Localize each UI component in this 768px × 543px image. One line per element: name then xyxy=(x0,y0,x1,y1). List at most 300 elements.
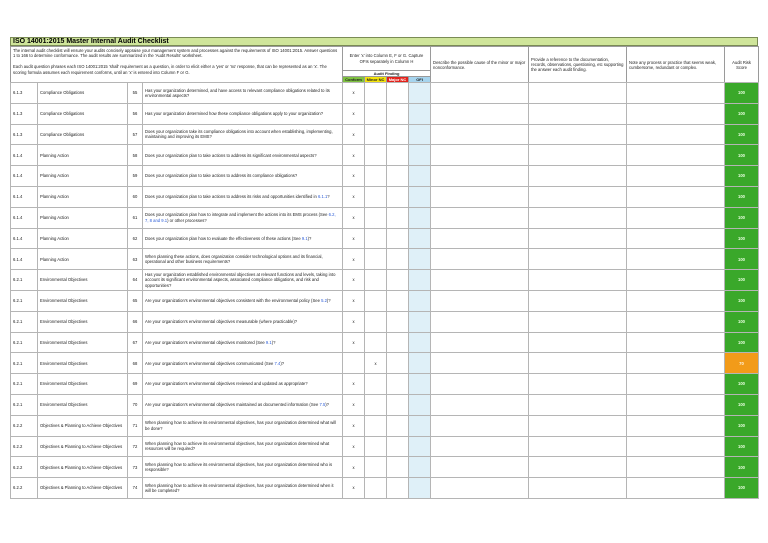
conform-cell[interactable]: x xyxy=(343,311,365,332)
question-cell xyxy=(143,249,343,270)
question-cell xyxy=(143,124,343,145)
question-cell xyxy=(143,228,343,249)
risk-score-cell: 100 xyxy=(725,186,759,207)
conform-cell[interactable]: x xyxy=(343,290,365,311)
redundant-cell[interactable] xyxy=(627,394,725,415)
evidence-cell[interactable] xyxy=(529,207,627,228)
clause-reference-link[interactable]: 6.1.1 xyxy=(317,194,328,200)
evidence-cell[interactable] xyxy=(529,353,627,374)
conform-cell[interactable]: x xyxy=(343,332,365,353)
table-row xyxy=(11,478,759,499)
ofi-cell[interactable] xyxy=(409,332,431,353)
minor-nc-cell[interactable] xyxy=(365,145,387,166)
ofi-cell[interactable] xyxy=(409,457,431,478)
question-number-cell: 68 xyxy=(128,353,143,374)
conform-cell[interactable]: x xyxy=(343,145,365,166)
question-number-cell: 70 xyxy=(128,394,143,415)
redundant-cell[interactable] xyxy=(627,374,725,395)
cause-cell[interactable] xyxy=(431,332,529,353)
clause-reference-link[interactable]: 7.4 xyxy=(274,360,281,366)
risk-score-header: Audit Risk Score xyxy=(725,47,759,83)
clause-cell: 6.2.1 xyxy=(11,374,38,395)
question-text: Are your organization's environmental objectives consistent with the environmental policy (See xyxy=(145,298,320,304)
topic-cell: Environmental Objectives xyxy=(38,290,128,311)
clause-cell: 6.1.4 xyxy=(11,207,38,228)
ofi-cell[interactable] xyxy=(409,228,431,249)
question-cell xyxy=(143,145,343,166)
clause-cell: 6.1.3 xyxy=(11,124,38,145)
major-nc-cell[interactable] xyxy=(387,394,409,415)
major-nc-cell[interactable] xyxy=(387,83,409,104)
conform-cell[interactable]: x xyxy=(343,415,365,436)
major-nc-cell[interactable] xyxy=(387,228,409,249)
risk-score-cell: 100 xyxy=(725,145,759,166)
conform-cell[interactable]: x xyxy=(343,186,365,207)
conform-cell[interactable]: x xyxy=(343,207,365,228)
risk-score-cell: 70 xyxy=(725,353,759,374)
clause-cell: 6.2.1 xyxy=(11,290,38,311)
cause-cell[interactable] xyxy=(431,249,529,270)
risk-score-cell: 100 xyxy=(725,311,759,332)
topic-cell: Environmental Objectives xyxy=(38,270,128,291)
question-text: When planning how to achieve its environmental objectives, has your organization determined when it will be completed? xyxy=(145,482,334,494)
table-row xyxy=(11,374,759,395)
evidence-cell[interactable] xyxy=(529,374,627,395)
evidence-cell[interactable] xyxy=(529,166,627,187)
clause-reference-link[interactable]: 9.1 xyxy=(301,235,308,241)
ofi-cell[interactable] xyxy=(409,311,431,332)
cause-cell[interactable] xyxy=(431,124,529,145)
minor-nc-cell[interactable] xyxy=(365,83,387,104)
topic-cell: Planning Action xyxy=(38,207,128,228)
question-text: Does your organization plan to take actions to address its compliance obligations? xyxy=(145,173,298,179)
topic-cell: Environmental Objectives xyxy=(38,311,128,332)
topic-cell: Planning Action xyxy=(38,228,128,249)
minor-nc-cell[interactable] xyxy=(365,478,387,499)
evidence-cell[interactable] xyxy=(529,394,627,415)
cause-cell[interactable] xyxy=(431,228,529,249)
question-cell xyxy=(143,374,343,395)
ofi-cell[interactable] xyxy=(409,478,431,499)
page-title: ISO 14001:2015 Master Internal Audit Checklist xyxy=(10,37,758,46)
question-cell xyxy=(143,290,343,311)
ofi-cell[interactable] xyxy=(409,83,431,104)
question-number-cell: 58 xyxy=(128,145,143,166)
question-number-cell: 72 xyxy=(128,436,143,457)
ofi-cell[interactable] xyxy=(409,415,431,436)
risk-score-cell: 100 xyxy=(725,290,759,311)
evidence-cell[interactable] xyxy=(529,478,627,499)
minor-nc-cell[interactable] xyxy=(365,332,387,353)
ofi-header: OFI xyxy=(409,77,431,83)
conform-cell[interactable]: x xyxy=(343,394,365,415)
conform-cell[interactable]: x xyxy=(343,374,365,395)
evidence-cell[interactable] xyxy=(529,415,627,436)
question-text: Does your organization plan to take actions to address its risks and opportunities identified in xyxy=(145,194,317,200)
cause-cell[interactable] xyxy=(431,311,529,332)
question-number-cell: 57 xyxy=(128,124,143,145)
cause-cell[interactable] xyxy=(431,207,529,228)
risk-score-cell: 100 xyxy=(725,83,759,104)
major-nc-cell[interactable] xyxy=(387,145,409,166)
cause-cell[interactable] xyxy=(431,478,529,499)
evidence-cell[interactable] xyxy=(529,83,627,104)
question-cell xyxy=(143,103,343,124)
topic-cell: Environmental Objectives xyxy=(38,394,128,415)
clause-cell: 6.2.2 xyxy=(11,478,38,499)
question-text: Does your organization plan to take actions to address its significant environmental aspects? xyxy=(145,152,317,158)
clause-cell: 6.2.1 xyxy=(11,394,38,415)
major-nc-cell[interactable] xyxy=(387,270,409,291)
question-text: Does your organization take its compliance obligations into account when establishing, implementing, maintaining and improving its EMS? xyxy=(145,129,333,140)
major-nc-cell[interactable] xyxy=(387,478,409,499)
risk-score-cell: 100 xyxy=(725,207,759,228)
risk-score-cell: 100 xyxy=(725,249,759,270)
risk-score-cell: 100 xyxy=(725,124,759,145)
clause-cell: 6.1.4 xyxy=(11,249,38,270)
question-cell xyxy=(143,166,343,187)
risk-score-cell: 100 xyxy=(725,166,759,187)
minor-nc-cell[interactable] xyxy=(365,103,387,124)
major-nc-header: Major NC xyxy=(387,77,409,83)
question-text-end: )? xyxy=(325,402,330,408)
conform-cell[interactable]: x xyxy=(343,228,365,249)
minor-nc-cell[interactable]: x xyxy=(365,353,387,374)
topic-cell: Environmental Objectives xyxy=(38,374,128,395)
question-text: Has your organization established environmental objectives at relevant functions and levels, taking into account its significant environmental aspects, associated compliance obligations, and risk and opportunities? xyxy=(145,272,336,288)
conform-cell[interactable]: x xyxy=(343,478,365,499)
topic-cell: Compliance Obligations xyxy=(38,83,128,104)
minor-nc-header: Minor NC xyxy=(365,77,387,83)
clause-reference-link[interactable]: 9.1 xyxy=(265,339,272,345)
evidence-header: Provide a reference to the documentation, records, observations, questioning, etc supporting the answer each audit finding. xyxy=(529,47,627,83)
conform-cell[interactable]: x xyxy=(343,457,365,478)
table-row xyxy=(11,103,759,124)
minor-nc-cell[interactable] xyxy=(365,249,387,270)
redundant-cell[interactable] xyxy=(627,228,725,249)
conform-cell[interactable]: x xyxy=(343,124,365,145)
minor-nc-cell[interactable] xyxy=(365,436,387,457)
clause-cell: 6.1.4 xyxy=(11,145,38,166)
evidence-cell[interactable] xyxy=(529,436,627,457)
redundant-cell[interactable] xyxy=(627,186,725,207)
topic-cell: Compliance Obligations xyxy=(38,124,128,145)
cause-cell[interactable] xyxy=(431,457,529,478)
question-text-end: )? xyxy=(307,235,312,241)
evidence-cell[interactable] xyxy=(529,332,627,353)
clause-cell: 6.1.4 xyxy=(11,186,38,207)
risk-score-cell: 100 xyxy=(725,457,759,478)
conform-header: Conform xyxy=(343,77,365,83)
table-row xyxy=(11,145,759,166)
clause-cell: 6.2.2 xyxy=(11,415,38,436)
clause-cell: 6.2.2 xyxy=(11,436,38,457)
redundant-cell[interactable] xyxy=(627,249,725,270)
question-number-cell: 65 xyxy=(128,290,143,311)
major-nc-cell[interactable] xyxy=(387,457,409,478)
conform-cell[interactable]: x xyxy=(343,270,365,291)
risk-score-cell: 100 xyxy=(725,374,759,395)
redundant-cell[interactable] xyxy=(627,207,725,228)
question-number-cell: 74 xyxy=(128,478,143,499)
major-nc-cell[interactable] xyxy=(387,249,409,270)
topic-cell: Objectives & Planning to Achieve Objectives xyxy=(38,436,128,457)
redundant-cell[interactable] xyxy=(627,457,725,478)
redundant-header: Note any process or practice that seems weak, cumbersome, redundant or complex. xyxy=(627,47,725,83)
cause-cell[interactable] xyxy=(431,186,529,207)
minor-nc-cell[interactable] xyxy=(365,207,387,228)
table-row xyxy=(11,83,759,104)
clause-cell: 6.1.4 xyxy=(11,228,38,249)
minor-nc-cell[interactable] xyxy=(365,311,387,332)
clause-cell: 6.2.1 xyxy=(11,270,38,291)
cause-cell[interactable] xyxy=(431,436,529,457)
conform-cell[interactable]: x xyxy=(343,103,365,124)
ofi-cell[interactable] xyxy=(409,186,431,207)
redundant-cell[interactable] xyxy=(627,478,725,499)
question-text-end: )? xyxy=(271,339,276,345)
cause-cell[interactable] xyxy=(431,290,529,311)
ofi-cell[interactable] xyxy=(409,207,431,228)
table-row xyxy=(11,457,759,478)
redundant-cell[interactable] xyxy=(627,353,725,374)
table-row xyxy=(11,353,759,374)
question-cell xyxy=(143,415,343,436)
ofi-cell[interactable] xyxy=(409,394,431,415)
minor-nc-cell[interactable] xyxy=(365,290,387,311)
redundant-cell[interactable] xyxy=(627,145,725,166)
question-number-cell: 63 xyxy=(128,249,143,270)
risk-score-cell: 100 xyxy=(725,415,759,436)
ofi-cell[interactable] xyxy=(409,103,431,124)
topic-cell: Planning Action xyxy=(38,249,128,270)
ofi-cell[interactable] xyxy=(409,145,431,166)
major-nc-cell[interactable] xyxy=(387,207,409,228)
evidence-cell[interactable] xyxy=(529,228,627,249)
major-nc-cell[interactable] xyxy=(387,374,409,395)
redundant-cell[interactable] xyxy=(627,270,725,291)
question-number-cell: 55 xyxy=(128,83,143,104)
question-cell xyxy=(143,353,343,374)
major-nc-cell[interactable] xyxy=(387,436,409,457)
conform-cell[interactable] xyxy=(343,353,365,374)
major-nc-cell[interactable] xyxy=(387,311,409,332)
clause-cell: 6.2.1 xyxy=(11,332,38,353)
topic-cell: Planning Action xyxy=(38,166,128,187)
ofi-cell[interactable] xyxy=(409,124,431,145)
evidence-cell[interactable] xyxy=(529,290,627,311)
question-text: When planning how to achieve its environmental objectives, has your organization determined what resources will be required? xyxy=(145,441,330,452)
question-cell xyxy=(143,207,343,228)
cause-cell[interactable] xyxy=(431,83,529,104)
table-row xyxy=(11,290,759,311)
minor-nc-cell[interactable] xyxy=(365,374,387,395)
question-text-end: )? xyxy=(280,360,285,366)
topic-cell: Objectives & Planning to Achieve Objectives xyxy=(38,415,128,436)
question-text: Are your organization's environmental objectives measurable (where practicable)? xyxy=(145,319,298,325)
table-row xyxy=(11,394,759,415)
topic-cell: Planning Action xyxy=(38,145,128,166)
minor-nc-cell[interactable] xyxy=(365,415,387,436)
evidence-cell[interactable] xyxy=(529,270,627,291)
major-nc-cell[interactable] xyxy=(387,124,409,145)
question-cell xyxy=(143,478,343,499)
conform-cell[interactable]: x xyxy=(343,249,365,270)
table-row xyxy=(11,332,759,353)
table-row xyxy=(11,124,759,145)
ofi-cell[interactable] xyxy=(409,436,431,457)
table-row xyxy=(11,207,759,228)
checklist-table xyxy=(10,82,759,499)
table-row xyxy=(11,249,759,270)
minor-nc-cell[interactable] xyxy=(365,228,387,249)
ofi-cell[interactable] xyxy=(409,374,431,395)
intro-text xyxy=(11,47,343,83)
question-number-cell: 61 xyxy=(128,207,143,228)
question-cell xyxy=(143,186,343,207)
topic-cell: Environmental Objectives xyxy=(38,332,128,353)
header-table xyxy=(10,46,759,83)
minor-nc-cell[interactable] xyxy=(365,270,387,291)
clause-reference-link[interactable]: 6.2, 7, 8 and 9.1 xyxy=(145,212,336,223)
audit-finding-header: Audit Finding xyxy=(343,71,431,77)
redundant-cell[interactable] xyxy=(627,166,725,187)
evidence-cell[interactable] xyxy=(529,124,627,145)
intro-line-2: Each audit question phrases each ISO 14001:2015 'shall' requirement as a question, in order to elicit either a 'yes' or 'no' response, that can be represented as an 'x'. The scoring formula assumes each requirement conforms, until an 'x' is entered into Column F or G. xyxy=(13,64,327,75)
enter-x-instructions: Enter 'x' into Column E, F or G. Capture OFIs separately in Column H xyxy=(343,47,431,71)
cause-cell[interactable] xyxy=(431,374,529,395)
question-text: Has your organization determined how these compliance obligations apply to your organization? xyxy=(145,111,324,117)
question-cell xyxy=(143,436,343,457)
major-nc-cell[interactable] xyxy=(387,166,409,187)
clause-cell: 6.1.3 xyxy=(11,83,38,104)
major-nc-cell[interactable] xyxy=(387,353,409,374)
clause-cell: 6.2.1 xyxy=(11,311,38,332)
conform-cell[interactable]: x xyxy=(343,436,365,457)
cause-cell[interactable] xyxy=(431,353,529,374)
redundant-cell[interactable] xyxy=(627,124,725,145)
question-cell xyxy=(143,457,343,478)
redundant-cell[interactable] xyxy=(627,332,725,353)
question-text: Are your organization's environmental objectives maintained as documented information (See xyxy=(145,402,319,408)
ofi-cell[interactable] xyxy=(409,270,431,291)
ofi-cell[interactable] xyxy=(409,353,431,374)
cause-cell[interactable] xyxy=(431,103,529,124)
risk-score-cell: 100 xyxy=(725,103,759,124)
clause-cell: 6.2.2 xyxy=(11,457,38,478)
question-number-cell: 56 xyxy=(128,103,143,124)
risk-score-cell: 100 xyxy=(725,478,759,499)
major-nc-cell[interactable] xyxy=(387,186,409,207)
question-text: When planning how to achieve its environmental objectives, has your organization determined who is responsible? xyxy=(145,462,333,473)
question-number-cell: 59 xyxy=(128,166,143,187)
topic-cell: Objectives & Planning to Achieve Objectives xyxy=(38,457,128,478)
redundant-cell[interactable] xyxy=(627,290,725,311)
clause-cell: 6.1.3 xyxy=(11,103,38,124)
conform-cell[interactable]: x xyxy=(343,166,365,187)
evidence-cell[interactable] xyxy=(529,249,627,270)
topic-cell: Objectives & Planning to Achieve Objectives xyxy=(38,478,128,499)
question-number-cell: 60 xyxy=(128,186,143,207)
question-text: When planning these actions, does organization consider technological options and its financial, operational and other business requirements? xyxy=(145,254,323,265)
topic-cell: Compliance Obligations xyxy=(38,103,128,124)
clause-reference-link[interactable]: 7.5 xyxy=(319,402,326,408)
table-row xyxy=(11,270,759,291)
redundant-cell[interactable] xyxy=(627,415,725,436)
ofi-cell[interactable] xyxy=(409,166,431,187)
question-cell xyxy=(143,394,343,415)
minor-nc-cell[interactable] xyxy=(365,457,387,478)
question-number-cell: 67 xyxy=(128,332,143,353)
cause-cell[interactable] xyxy=(431,166,529,187)
table-row xyxy=(11,228,759,249)
table-row xyxy=(11,311,759,332)
evidence-cell[interactable] xyxy=(529,457,627,478)
question-text: Are your organization's environmental objectives reviewed and updated as appropriate? xyxy=(145,381,308,387)
cause-cell[interactable] xyxy=(431,270,529,291)
question-number-cell: 62 xyxy=(128,228,143,249)
intro-line-1: The internal audit checklist will ensure your audits concisely appraise your management system and processes against the requirements of ISO 14001:2015. Answer questions 1 to 166 to determine conformance. The audit results are summarized in the 'Audit Results' worksheet. xyxy=(13,48,338,59)
clause-reference-link[interactable]: 5.2 xyxy=(321,298,327,304)
evidence-cell[interactable] xyxy=(529,186,627,207)
table-row xyxy=(11,415,759,436)
risk-score-cell: 100 xyxy=(725,332,759,353)
question-text-end: ? xyxy=(327,194,330,200)
minor-nc-cell[interactable] xyxy=(365,124,387,145)
table-row xyxy=(11,166,759,187)
evidence-cell[interactable] xyxy=(529,103,627,124)
evidence-cell[interactable] xyxy=(529,145,627,166)
question-text: When planning how to achieve its environmental objectives, has your organization determined what will be done? xyxy=(145,420,337,431)
evidence-cell[interactable] xyxy=(529,311,627,332)
major-nc-cell[interactable] xyxy=(387,103,409,124)
question-text: Does your organization plan how to integrate and implement the actions into its EMS process (See xyxy=(145,212,328,218)
redundant-cell[interactable] xyxy=(627,83,725,104)
question-text-end: )? xyxy=(326,298,331,304)
minor-nc-cell[interactable] xyxy=(365,166,387,187)
table-row xyxy=(11,436,759,457)
risk-score-cell: 100 xyxy=(725,228,759,249)
cause-cell[interactable] xyxy=(431,145,529,166)
clause-cell: 6.1.4 xyxy=(11,166,38,187)
redundant-cell[interactable] xyxy=(627,311,725,332)
cause-cell[interactable] xyxy=(431,394,529,415)
clause-cell: 6.2.1 xyxy=(11,353,38,374)
topic-cell: Planning Action xyxy=(38,186,128,207)
conform-cell[interactable]: x xyxy=(343,83,365,104)
redundant-cell[interactable] xyxy=(627,103,725,124)
risk-score-cell: 100 xyxy=(725,394,759,415)
question-number-cell: 71 xyxy=(128,415,143,436)
major-nc-cell[interactable] xyxy=(387,290,409,311)
minor-nc-cell[interactable] xyxy=(365,394,387,415)
major-nc-cell[interactable] xyxy=(387,415,409,436)
question-text: Are your organization's environmental objectives monitored (See xyxy=(145,339,265,345)
question-text-end: ) or other processes? xyxy=(167,217,207,223)
ofi-cell[interactable] xyxy=(409,249,431,270)
minor-nc-cell[interactable] xyxy=(365,186,387,207)
major-nc-cell[interactable] xyxy=(387,332,409,353)
topic-cell: Environmental Objectives xyxy=(38,353,128,374)
question-number-cell: 64 xyxy=(128,270,143,291)
cause-header: Describe the possible cause of the minor or major nonconformance. xyxy=(431,47,529,83)
ofi-cell[interactable] xyxy=(409,290,431,311)
question-number-cell: 73 xyxy=(128,457,143,478)
question-cell xyxy=(143,83,343,104)
redundant-cell[interactable] xyxy=(627,436,725,457)
cause-cell[interactable] xyxy=(431,415,529,436)
question-number-cell: 66 xyxy=(128,311,143,332)
